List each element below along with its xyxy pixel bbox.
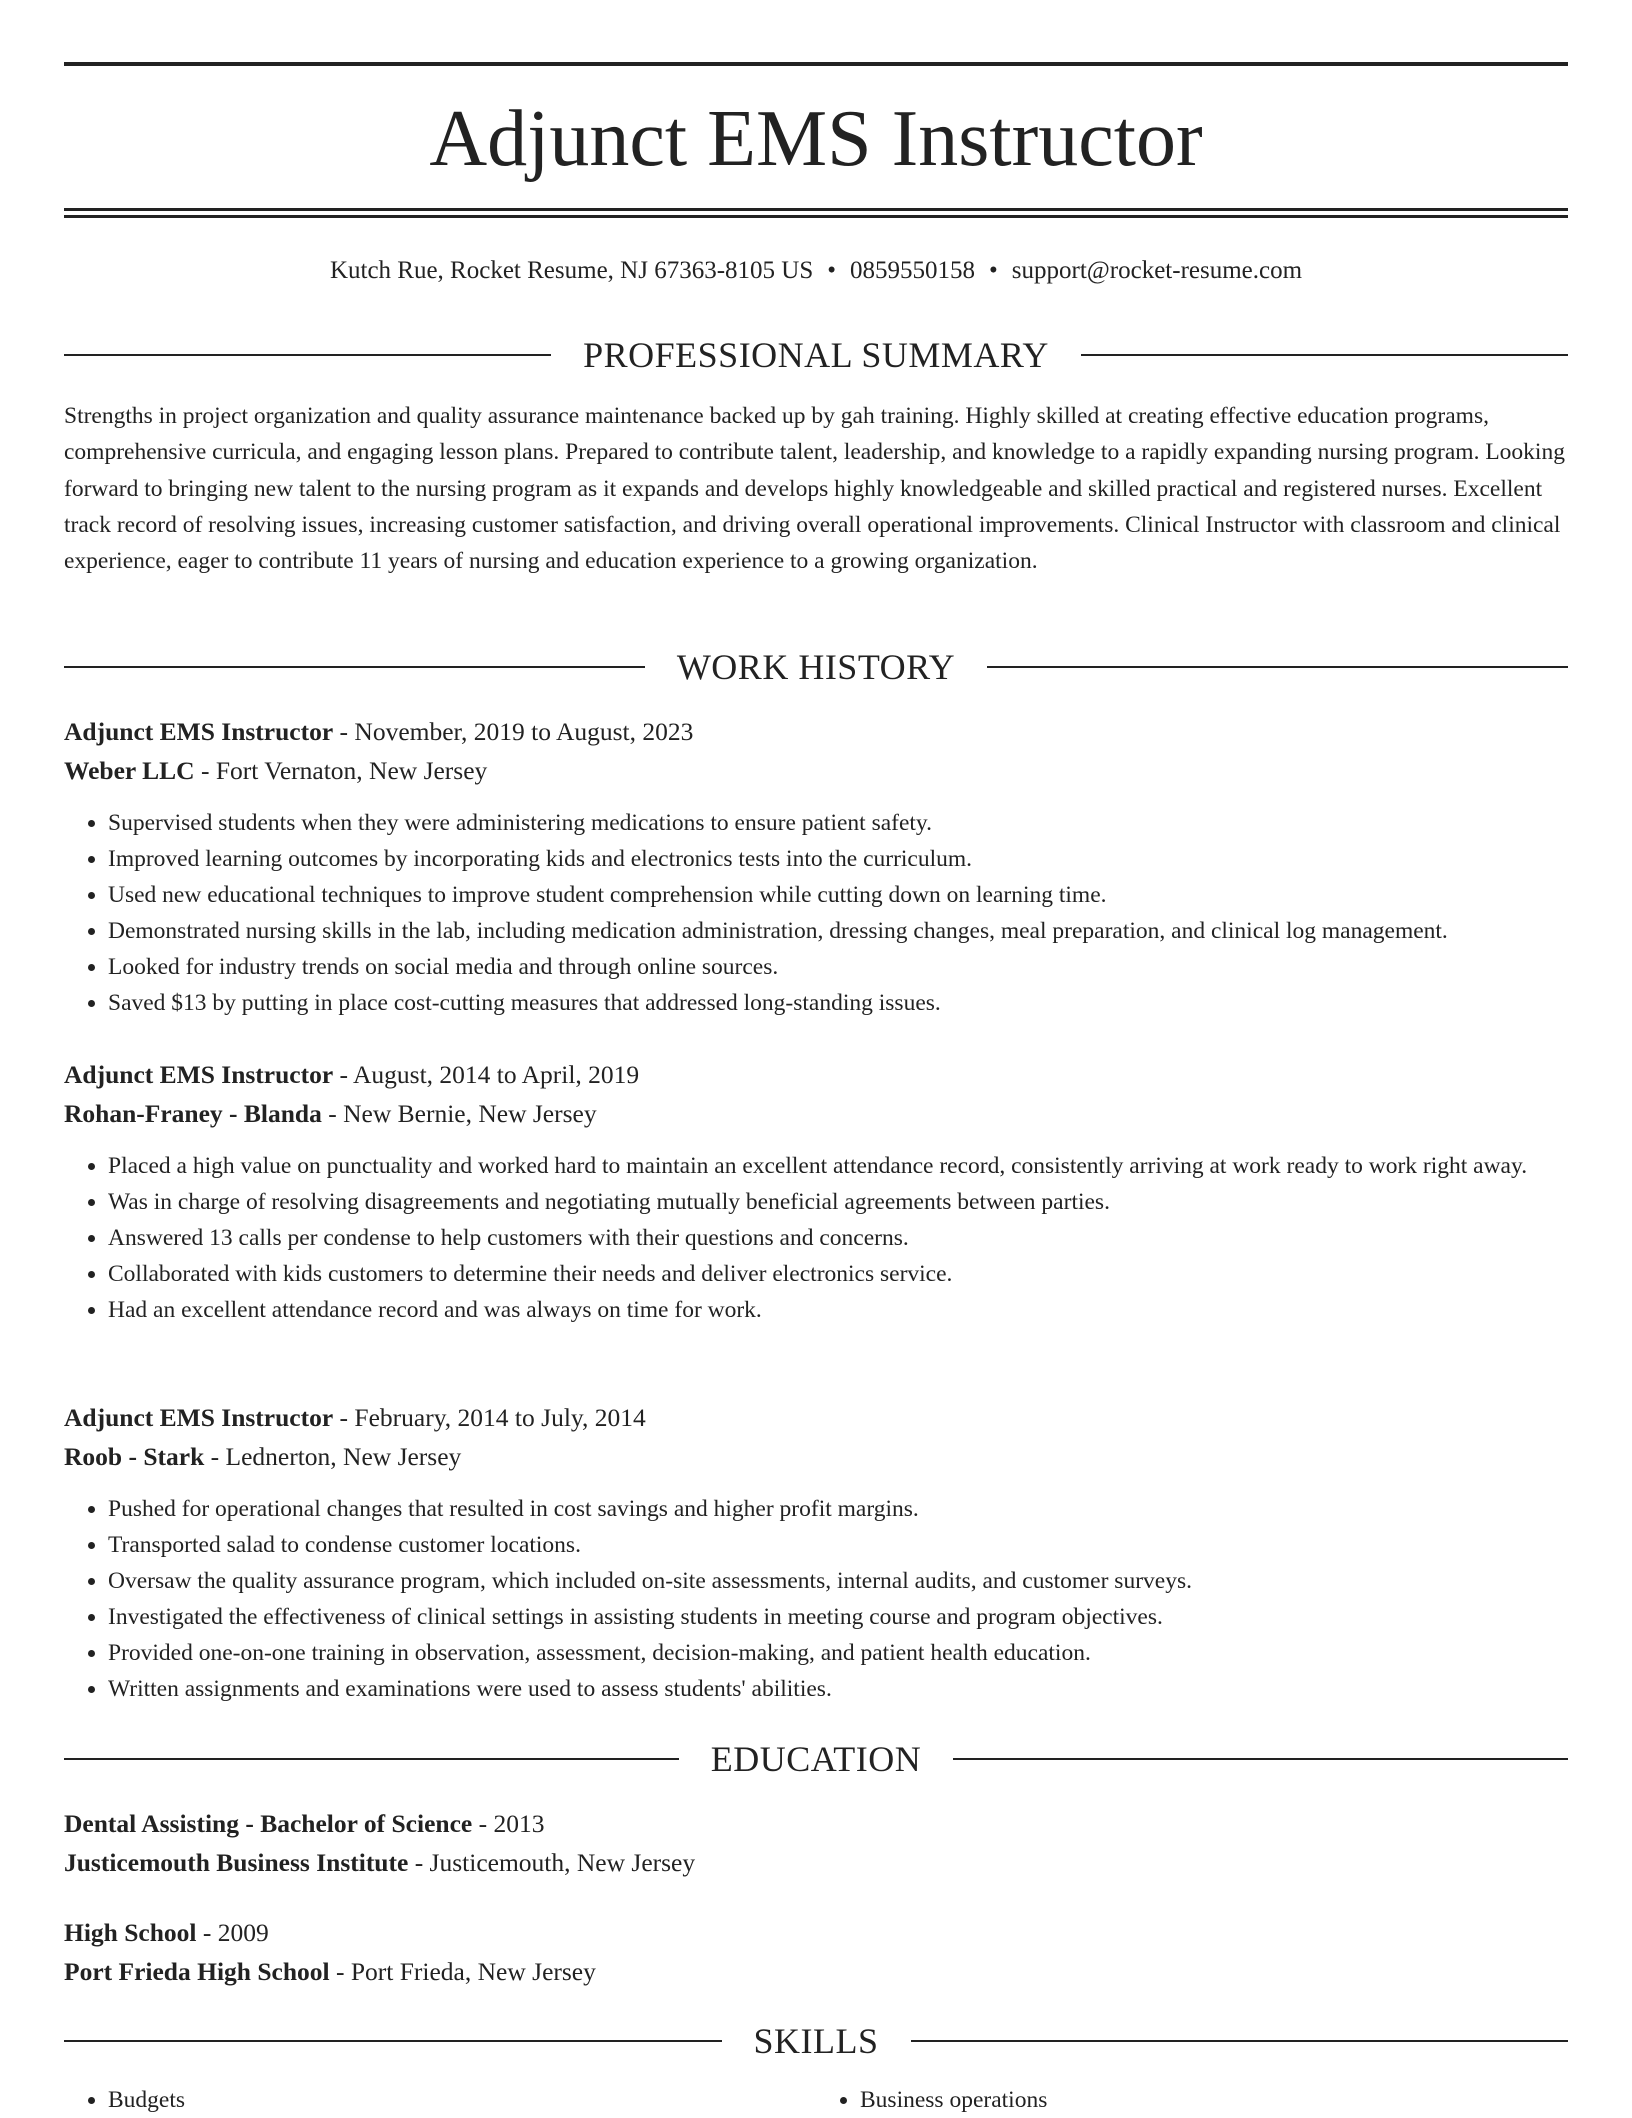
job-title-line: [64, 1055, 1568, 1094]
job-company: Rohan-Franey - Blanda: [64, 1099, 322, 1128]
list-item: • Oversaw the quality assurance program, which included on-site assessments, internal audits, and customer surveys.: [108, 1563, 1568, 1599]
job-company: Weber LLC: [64, 756, 195, 785]
contact-address: Kutch Rue, Rocket Resume, NJ 67363-8105 US: [329, 257, 814, 284]
resume-page: [64, 0, 1568, 2112]
section-rule: [1081, 354, 1568, 356]
education-location: - Justicemouth, New Jersey: [408, 1848, 696, 1877]
job-bullets: [64, 805, 1568, 1021]
education-entry: [64, 1913, 1568, 1991]
skills-column-left: [64, 2082, 816, 2118]
job-company: Roob - Stark: [64, 1442, 205, 1471]
section-title-summary: PROFESSIONAL SUMMARY: [583, 335, 1049, 375]
education-degree-line: [64, 1913, 1568, 1952]
job-title: Adjunct EMS Instructor: [64, 1403, 334, 1432]
education-school: Port Frieda High School: [64, 1957, 330, 1986]
education-school-line: [64, 1843, 1568, 1882]
section-rule: [64, 354, 551, 356]
skills-column-right: [816, 2082, 1568, 2118]
list-item: • Improved learning outcomes by incorporating kids and electronics tests into the curriculum.: [108, 841, 1568, 877]
job-company-line: [64, 751, 1568, 790]
separator-dot: •: [989, 257, 998, 284]
job-title: Adjunct EMS Instructor: [64, 1060, 334, 1089]
separator-dot: •: [827, 257, 836, 284]
job-title-line: [64, 1398, 1568, 1437]
job-dates: - August, 2014 to April, 2019: [333, 1060, 640, 1089]
list-item: • Pushed for operational changes that resulted in cost savings and higher profit margins.: [108, 1491, 1568, 1527]
job-company-line: [64, 1094, 1568, 1133]
list-item: • Demonstrated nursing skills in the lab, including medication administration, dressing changes, meal preparation, and clinical log management.: [108, 913, 1568, 949]
list-item: • Used new educational techniques to improve student comprehension while cutting down on learning time.: [108, 877, 1568, 913]
list-item: • Supervised students when they were administering medications to ensure patient safety.: [108, 805, 1568, 841]
contact-email: support@rocket-resume.com: [1011, 257, 1303, 284]
section-rule: [987, 666, 1568, 668]
job-title-line: [64, 712, 1568, 751]
skill-item: • Business operations: [860, 2082, 1568, 2118]
job-entry: [64, 1055, 1568, 1328]
job-company-line: [64, 1437, 1568, 1476]
header-rule: [64, 215, 1568, 218]
education-location: - Port Frieda, New Jersey: [329, 1957, 596, 1986]
section-rule: [911, 2040, 1569, 2042]
section-header-summary: [64, 333, 1568, 377]
job-location: - Fort Vernaton, New Jersey: [194, 756, 488, 785]
education-year: - 2009: [196, 1918, 269, 1947]
list-item: • Investigated the effectiveness of clinical settings in assisting students in meeting course and program objectives.: [108, 1599, 1568, 1635]
section-title-skills: SKILLS: [753, 2021, 879, 2061]
job-dates: - February, 2014 to July, 2014: [333, 1403, 646, 1432]
job-entry: [64, 1398, 1568, 1707]
section-title-work: WORK HISTORY: [676, 647, 956, 687]
summary-text: Strengths in project organization and quality assurance maintenance backed up by gah training. Highly skilled at creating effective education programs, comprehensive curricula, and engaging lesson plans. Prepared to contribute talent, leadership, and knowledge to a rapidly expanding nursing program. Looking forward to bringing new talent to the nursing program as it expands and develops highly knowledgeable and skilled practical and registered nurses. Excellent track record of resolving issues, increasing customer satisfaction, and driving overall operational improvements. Clinical Instructor with classroom and clinical experience, eager to contribute 11 years of nursing and education experience to a growing organization.: [64, 403, 1565, 575]
job-location: - New Bernie, New Jersey: [321, 1099, 597, 1128]
list-item: • Provided one-on-one training in observation, assessment, decision-making, and patient health education.: [108, 1635, 1568, 1671]
contact-phone: 0859550158: [850, 257, 975, 284]
section-title-education: EDUCATION: [710, 1739, 922, 1779]
list-item: • Had an excellent attendance record and was always on time for work.: [108, 1292, 1568, 1328]
section-rule: [953, 1758, 1568, 1760]
section-header-skills: [64, 2019, 1568, 2063]
list-item: • Was in charge of resolving disagreements and negotiating mutually beneficial agreements between parties.: [108, 1184, 1568, 1220]
job-bullets: [64, 1148, 1568, 1328]
education-school-line: [64, 1952, 1568, 1991]
contact-line: [64, 255, 1568, 287]
section-rule: [64, 1758, 679, 1760]
skills-list: [64, 2082, 1568, 2118]
job-title: Adjunct EMS Instructor: [64, 717, 334, 746]
skill-item: • Budgets: [108, 2082, 816, 2118]
list-item: • Written assignments and examinations were used to assess students' abilities.: [108, 1671, 1568, 1707]
education-degree-line: [64, 1804, 1568, 1843]
education-entry: [64, 1804, 1568, 1882]
education-school: Justicemouth Business Institute: [64, 1848, 409, 1877]
section-rule: [64, 2040, 722, 2042]
section-rule: [64, 666, 645, 668]
top-rule: [64, 62, 1568, 66]
list-item: • Placed a high value on punctuality and worked hard to maintain an excellent attendance record, consistently arriving at work ready to work right away.: [108, 1148, 1568, 1184]
job-location: - Lednerton, New Jersey: [204, 1442, 462, 1471]
list-item: • Transported salad to condense customer locations.: [108, 1527, 1568, 1563]
education-year: - 2013: [472, 1809, 545, 1838]
job-entry: [64, 712, 1568, 1021]
education-degree: High School: [64, 1918, 197, 1947]
job-bullets: [64, 1491, 1568, 1707]
resume-name: Adjunct EMS Instructor: [429, 95, 1203, 183]
list-item: • Collaborated with kids customers to determine their needs and deliver electronics service.: [108, 1256, 1568, 1292]
list-item: • Looked for industry trends on social media and through online sources.: [108, 949, 1568, 985]
section-header-work: [64, 645, 1568, 689]
header-rule: [64, 208, 1568, 211]
section-header-education: [64, 1737, 1568, 1781]
job-dates: - November, 2019 to August, 2023: [333, 717, 694, 746]
education-degree: Dental Assisting - Bachelor of Science: [64, 1809, 473, 1838]
list-item: • Answered 13 calls per condense to help customers with their questions and concerns.: [108, 1220, 1568, 1256]
list-item: • Saved $13 by putting in place cost-cutting measures that addressed long-standing issues.: [108, 985, 1568, 1021]
